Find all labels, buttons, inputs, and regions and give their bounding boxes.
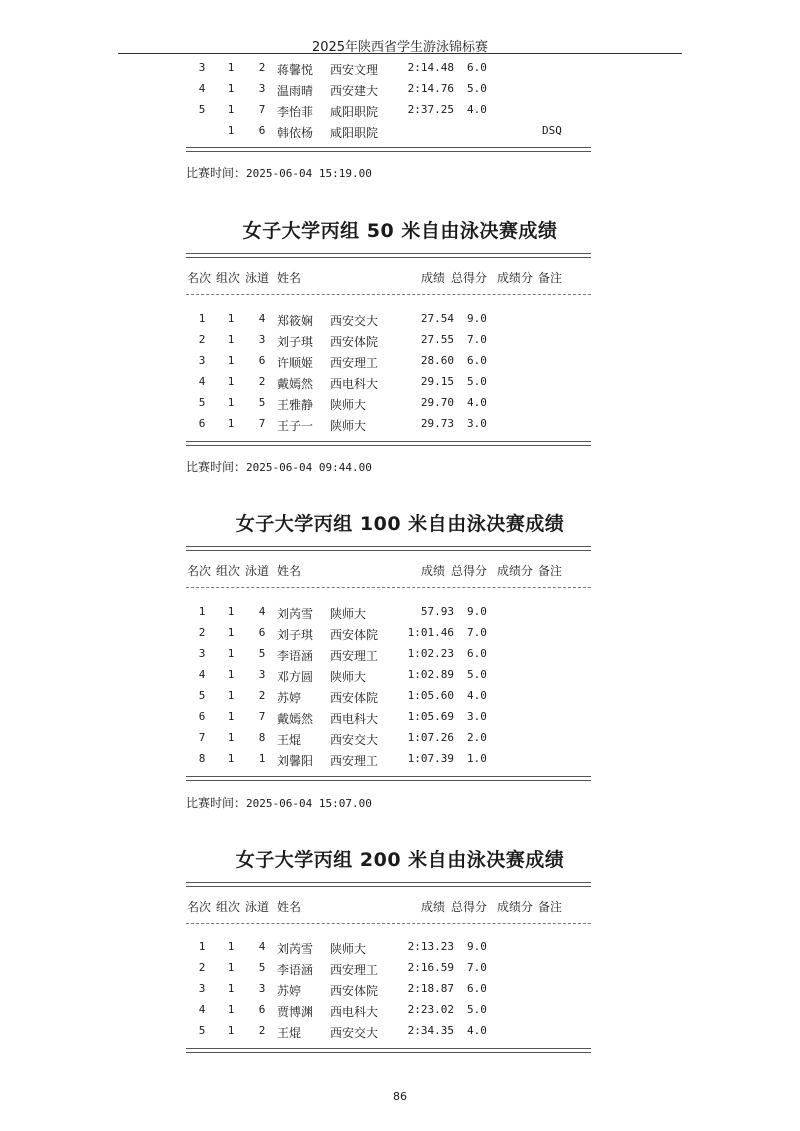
match-time-value: 2025-06-04 15:07.00 (246, 797, 372, 810)
points-cell: 5.0 (467, 1003, 487, 1016)
double-rule (186, 546, 591, 551)
match-time (186, 164, 372, 181)
rank-cell: 3 (198, 354, 206, 367)
table-row (0, 333, 800, 351)
group-cell: 1 (227, 752, 235, 765)
group-cell: 1 (227, 1003, 235, 1016)
points-cell: 7.0 (467, 961, 487, 974)
rank-cell: 4 (198, 1003, 206, 1016)
result-time: 2:34.35 (407, 1024, 454, 1037)
athlete-name: 戴嫣然 (277, 377, 314, 391)
lane-cell: 3 (258, 982, 266, 995)
lane-cell: 7 (258, 710, 266, 723)
double-rule (186, 253, 591, 258)
group-cell: 1 (227, 982, 235, 995)
group-cell: 1 (227, 710, 235, 723)
athlete-name: 郑筱娴 (277, 314, 314, 328)
lane-cell: 6 (258, 124, 266, 137)
col-name-header: 姓名 (277, 564, 302, 578)
points-cell: 6.0 (467, 354, 487, 367)
column-headers (0, 269, 800, 285)
team-name: 西安体院 (330, 984, 379, 998)
group-cell: 1 (227, 333, 235, 346)
group-cell: 1 (227, 354, 235, 367)
col-note-header: 备注 (538, 564, 563, 578)
result-time: 1:07.26 (407, 731, 454, 744)
group-cell: 1 (227, 1024, 235, 1037)
table-row (0, 61, 800, 79)
rank-cell: 1 (198, 940, 206, 953)
event-title: 女子大学丙组 50 米自由泳决赛成绩 (242, 220, 558, 242)
col-result-score-header: 成绩分 (497, 564, 534, 578)
points-cell: 1.0 (467, 752, 487, 765)
group-cell: 1 (227, 605, 235, 618)
lane-cell: 5 (258, 647, 266, 660)
column-headers (0, 898, 800, 914)
result-time: 2:23.02 (407, 1003, 454, 1016)
team-name: 西安体院 (330, 628, 379, 642)
table-row (0, 982, 800, 1000)
lane-cell: 5 (258, 961, 266, 974)
col-total-score-header: 总得分 (451, 271, 488, 285)
lane-cell: 3 (258, 668, 266, 681)
col-lane-header: 泳道 (245, 271, 270, 285)
col-group-header: 组次 (216, 900, 241, 914)
rank-cell: 4 (198, 82, 206, 95)
group-cell: 1 (227, 61, 235, 74)
table-row (0, 752, 800, 770)
result-time: 27.54 (420, 312, 454, 325)
double-rule (186, 441, 591, 446)
col-total-score-header: 总得分 (451, 900, 488, 914)
table-row (0, 710, 800, 728)
table-row (0, 940, 800, 958)
athlete-name: 温雨晴 (277, 84, 314, 98)
group-cell: 1 (227, 375, 235, 388)
table-row (0, 82, 800, 100)
table-row (0, 375, 800, 393)
rank-cell: 5 (198, 1024, 206, 1037)
lane-cell: 3 (258, 82, 266, 95)
match-time-value: 2025-06-04 09:44.00 (246, 461, 372, 474)
lane-cell: 7 (258, 417, 266, 430)
table-row (0, 396, 800, 414)
col-result-score-header: 成绩分 (497, 900, 534, 914)
group-cell: 1 (227, 940, 235, 953)
result-time: 2:18.87 (407, 982, 454, 995)
athlete-name: 李语涵 (277, 963, 314, 977)
col-result-header: 成绩 (421, 271, 446, 285)
group-cell: 1 (227, 626, 235, 639)
points-cell: 5.0 (467, 82, 487, 95)
rank-cell: 2 (198, 333, 206, 346)
table-row (0, 312, 800, 330)
group-cell: 1 (227, 103, 235, 116)
col-rank-header: 名次 (187, 564, 212, 578)
lane-cell: 4 (258, 940, 266, 953)
match-time-value: 2025-06-04 15:19.00 (246, 167, 372, 180)
note-row (0, 124, 800, 142)
group-cell: 1 (227, 396, 235, 409)
table-row (0, 689, 800, 707)
table-row (0, 354, 800, 372)
col-rank-header: 名次 (187, 271, 212, 285)
result-time: 1:02.23 (407, 647, 454, 660)
result-time: 1:07.39 (407, 752, 454, 765)
group-cell: 1 (227, 417, 235, 430)
rank-cell: 1 (198, 312, 206, 325)
double-rule (186, 882, 591, 887)
lane-cell: 8 (258, 731, 266, 744)
double-rule (186, 776, 591, 781)
team-name: 陕师大 (330, 398, 367, 412)
event-title: 女子大学丙组 200 米自由泳决赛成绩 (235, 849, 565, 871)
result-time: 2:14.76 (407, 82, 454, 95)
team-name: 西安理工 (330, 754, 379, 768)
team-name: 西安理工 (330, 356, 379, 370)
points-cell: 7.0 (467, 626, 487, 639)
team-name: 咸阳职院 (330, 105, 379, 119)
team-name: 西电科大 (330, 377, 379, 391)
col-total-score-header: 总得分 (451, 564, 488, 578)
team-name: 西安体院 (330, 691, 379, 705)
double-rule (186, 1048, 591, 1053)
points-cell: 6.0 (467, 982, 487, 995)
athlete-name: 许顺姬 (277, 356, 314, 370)
result-time: 27.55 (420, 333, 454, 346)
col-group-header: 组次 (216, 564, 241, 578)
lane-cell: 6 (258, 626, 266, 639)
team-name: 西安理工 (330, 649, 379, 663)
group-cell: 1 (227, 124, 235, 137)
group-cell: 1 (227, 82, 235, 95)
lane-cell: 6 (258, 354, 266, 367)
rank-cell: 4 (198, 375, 206, 388)
result-time: 2:37.25 (407, 103, 454, 116)
lane-cell: 1 (258, 752, 266, 765)
result-time: 1:05.60 (407, 689, 454, 702)
athlete-name: 刘子琪 (277, 335, 314, 349)
athlete-name: 刘子琪 (277, 628, 314, 642)
result-time: 57.93 (420, 605, 454, 618)
result-time: 2:14.48 (407, 61, 454, 74)
points-cell: 4.0 (467, 396, 487, 409)
points-cell: 9.0 (467, 312, 487, 325)
rank-cell: 5 (198, 103, 206, 116)
lane-cell: 2 (258, 375, 266, 388)
lane-cell: 5 (258, 396, 266, 409)
athlete-name: 贾博渊 (277, 1005, 314, 1019)
points-cell: 4.0 (467, 689, 487, 702)
team-name: 咸阳职院 (330, 126, 379, 140)
points-cell: 5.0 (467, 668, 487, 681)
group-cell: 1 (227, 668, 235, 681)
athlete-name: 戴嫣然 (277, 712, 314, 726)
result-time: 1:02.89 (407, 668, 454, 681)
col-lane-header: 泳道 (245, 900, 270, 914)
rank-cell: 3 (198, 982, 206, 995)
team-name: 西安交大 (330, 733, 379, 747)
rank-cell: 5 (198, 396, 206, 409)
table-row (0, 731, 800, 749)
points-cell: 7.0 (467, 333, 487, 346)
athlete-name: 苏婷 (277, 691, 302, 705)
points-cell: 5.0 (467, 375, 487, 388)
group-cell: 1 (227, 312, 235, 325)
page-header-title: 2025年陕西省学生游泳锦标赛 (311, 40, 489, 55)
col-group-header: 组次 (216, 271, 241, 285)
team-name: 西电科大 (330, 1005, 379, 1019)
athlete-name: 蒋馨悦 (277, 63, 314, 77)
result-time: 29.15 (420, 375, 454, 388)
team-name: 西安建大 (330, 84, 379, 98)
note-cell: DSQ (542, 124, 562, 137)
team-name: 西安文理 (330, 63, 379, 77)
lane-cell: 3 (258, 333, 266, 346)
athlete-name: 刘芮雪 (277, 607, 314, 621)
table-row (0, 605, 800, 623)
col-note-header: 备注 (538, 271, 563, 285)
table-row (0, 1024, 800, 1042)
col-result-header: 成绩 (421, 564, 446, 578)
points-cell: 3.0 (467, 417, 487, 430)
lane-cell: 4 (258, 605, 266, 618)
athlete-name: 邓方圆 (277, 670, 314, 684)
lane-cell: 6 (258, 1003, 266, 1016)
lane-cell: 7 (258, 103, 266, 116)
athlete-name: 王子一 (277, 419, 314, 433)
points-cell: 4.0 (467, 103, 487, 116)
result-time: 2:16.59 (407, 961, 454, 974)
match-time (186, 794, 372, 811)
result-time: 2:13.23 (407, 940, 454, 953)
athlete-name: 苏婷 (277, 984, 302, 998)
table-row (0, 961, 800, 979)
group-cell: 1 (227, 647, 235, 660)
athlete-name: 刘芮雪 (277, 942, 314, 956)
athlete-name: 王焜 (277, 733, 302, 747)
match-time-label: 比赛时间： (186, 166, 247, 180)
points-cell: 4.0 (467, 1024, 487, 1037)
athlete-name: 韩依杨 (277, 126, 314, 140)
col-result-score-header: 成绩分 (497, 271, 534, 285)
points-cell: 2.0 (467, 731, 487, 744)
match-time (186, 458, 372, 475)
result-time: 1:05.69 (407, 710, 454, 723)
double-rule (186, 147, 591, 152)
match-time-label: 比赛时间： (186, 460, 247, 474)
dashed-rule (186, 294, 591, 295)
col-rank-header: 名次 (187, 900, 212, 914)
points-cell: 3.0 (467, 710, 487, 723)
result-time: 28.60 (420, 354, 454, 367)
col-result-header: 成绩 (421, 900, 446, 914)
athlete-name: 李怡菲 (277, 105, 314, 119)
group-cell: 1 (227, 689, 235, 702)
points-cell: 6.0 (467, 647, 487, 660)
col-lane-header: 泳道 (245, 564, 270, 578)
result-time: 29.70 (420, 396, 454, 409)
rank-cell: 6 (198, 417, 206, 430)
column-headers (0, 562, 800, 578)
points-cell: 9.0 (467, 940, 487, 953)
lane-cell: 4 (258, 312, 266, 325)
page-number: 86 (393, 1090, 407, 1103)
points-cell: 9.0 (467, 605, 487, 618)
rank-cell: 2 (198, 626, 206, 639)
table-row (0, 668, 800, 686)
team-name: 西安理工 (330, 963, 379, 977)
rank-cell: 7 (198, 731, 206, 744)
rank-cell: 5 (198, 689, 206, 702)
result-time: 1:01.46 (407, 626, 454, 639)
rank-cell: 8 (198, 752, 206, 765)
lane-cell: 2 (258, 689, 266, 702)
rank-cell: 3 (198, 61, 206, 74)
lane-cell: 2 (258, 1024, 266, 1037)
team-name: 西安交大 (330, 314, 379, 328)
athlete-name: 王雅静 (277, 398, 314, 412)
dashed-rule (186, 587, 591, 588)
table-row (0, 103, 800, 121)
rank-cell: 6 (198, 710, 206, 723)
team-name: 西安交大 (330, 1026, 379, 1040)
rank-cell: 4 (198, 668, 206, 681)
result-time: 29.73 (420, 417, 454, 430)
points-cell: 6.0 (467, 61, 487, 74)
rank-cell: 2 (198, 961, 206, 974)
athlete-name: 李语涵 (277, 649, 314, 663)
athlete-name: 王焜 (277, 1026, 302, 1040)
header-rule (118, 53, 682, 54)
team-name: 陕师大 (330, 942, 367, 956)
rank-cell: 1 (198, 605, 206, 618)
table-row (0, 1003, 800, 1021)
col-name-header: 姓名 (277, 271, 302, 285)
athlete-name: 刘馨阳 (277, 754, 314, 768)
col-note-header: 备注 (538, 900, 563, 914)
group-cell: 1 (227, 731, 235, 744)
match-time-label: 比赛时间： (186, 796, 247, 810)
team-name: 陕师大 (330, 607, 367, 621)
table-row (0, 626, 800, 644)
event-title: 女子大学丙组 100 米自由泳决赛成绩 (235, 513, 565, 535)
col-name-header: 姓名 (277, 900, 302, 914)
dashed-rule (186, 923, 591, 924)
table-row (0, 417, 800, 435)
group-cell: 1 (227, 961, 235, 974)
table-row (0, 647, 800, 665)
team-name: 西电科大 (330, 712, 379, 726)
lane-cell: 2 (258, 61, 266, 74)
team-name: 陕师大 (330, 670, 367, 684)
team-name: 西安体院 (330, 335, 379, 349)
team-name: 陕师大 (330, 419, 367, 433)
rank-cell: 3 (198, 647, 206, 660)
